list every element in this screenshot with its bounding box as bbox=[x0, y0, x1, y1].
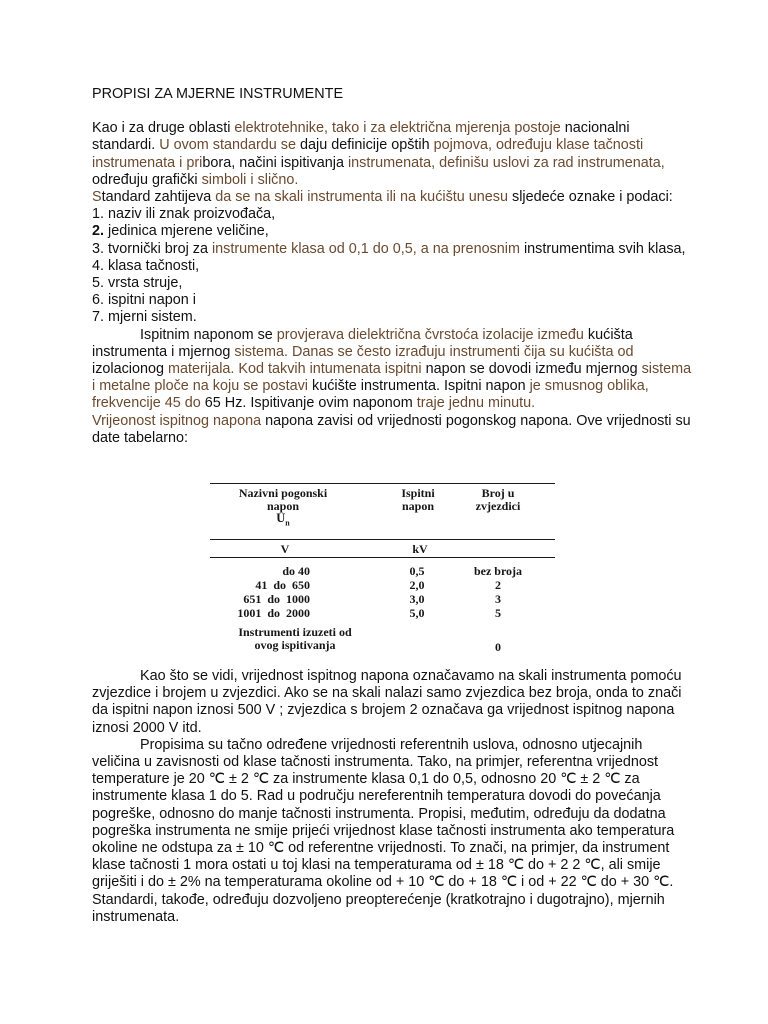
star-marking-paragraph: Kao što se vidi, vrijednost ispitnog napona označavamo na skali instrumenta pomoću zvjezdice i brojem u zvjezdici. Ako se na skali nalazi samo zvjezdica bez broja, onda to znači da ispitni napon iznosi 500 V ; zvjezdica s brojem 2 označava ga vrijednost ispitnog napona iznosi 2000 V itd. bbox=[92, 668, 682, 736]
reference-conditions-paragraph: Propisima su tačno određene vrijednosti referentnih uslova, odnosno utjecajnih veličina u zavisnosti od klase tačnosti instrumenta. Tako, na primjer, referentna vrijednost temperature je 20 ℃ ± 2 ℃ za instrumente klasa 0,1 do 0,5, odnosno 20 ℃ ± 2 ℃ za instrumente klasa 1 do 5. Rad u području nereferentnih temperatura dovodi do povećanja pogreške, odnosno do manje tačnosti instrumenta. Propisi, međutim, određuju da dodatna pogreška instrumenta ne smije prijeći vrijednost klase tačnosti instrumenta ako temperatura okoline ne odstupa za ± 10 ℃ od referentne vrijednosti. To znači, na primjer, da instrument klase tačnosti 1 mora ostati u toj klasi na temperaturama od ± 18 ℃ do + 2 2 ℃, ali smije griješiti i do ± 2% na temperaturama okoline od + 10 ℃ do + 18 ℃ i od + 22 ℃ do + 30 ℃. bbox=[92, 736, 675, 891]
table-rule bbox=[210, 539, 555, 540]
range-cell: 651 do 1000 bbox=[243, 592, 310, 606]
star-cell: bez broja bbox=[473, 564, 523, 578]
standard-paragraph bbox=[92, 189, 692, 206]
highlighted-text: je smusnog oblika, frekvencije 45 do bbox=[92, 378, 649, 412]
list-text: jedinica mjerene veličine, bbox=[104, 223, 269, 240]
star-cell: 2 bbox=[495, 578, 501, 592]
intro-paragraph bbox=[92, 120, 692, 189]
highlighted-text: Vrijeonost ispitnog napona bbox=[92, 412, 262, 429]
highlighted-text: instrumenata, definišu uslovi za rad instrumenata, bbox=[347, 154, 665, 171]
document-body bbox=[92, 86, 692, 447]
highlighted-text: instrumente klasa od 0,1 do 0,5, a na prenosnim bbox=[211, 240, 520, 257]
star-cell: 5 bbox=[495, 606, 501, 620]
list-item bbox=[92, 241, 692, 258]
list-item: 5. vrsta struje, bbox=[92, 275, 183, 292]
paragraph-text: kućište instrumenta. Ispitni napon bbox=[308, 378, 530, 395]
range-cell: do 40 bbox=[282, 564, 310, 578]
header-test-voltage: Ispitni napon bbox=[401, 486, 435, 513]
list-item: 6. ispitni napon i bbox=[92, 292, 197, 309]
highlighted-text: da se na skali instrumenta ili na kućištu unesu bbox=[215, 189, 508, 206]
voltage-cell: 0,5 bbox=[409, 564, 425, 578]
intro-text: daju definicije opštih bbox=[296, 137, 434, 154]
page-title: PROPISI ZA MJERNE INSTRUMENTE bbox=[92, 86, 344, 102]
requirements-list bbox=[92, 206, 692, 326]
table-rule bbox=[210, 557, 555, 558]
highlighted-text: simboli i slično. bbox=[201, 171, 299, 188]
list-item: 4. klasa tačnosti, bbox=[92, 257, 200, 274]
standard-text: sljedeće oznake i podaci: bbox=[508, 189, 673, 206]
exempt-star-cell: 0 bbox=[495, 640, 501, 654]
overload-paragraph: Standardi, takođe, određuju dozvoljeno preopterećenje (kratkotrajno i dugotrajno), mjernih instrumenata. bbox=[92, 891, 665, 925]
voltage-cell: 5,0 bbox=[409, 606, 425, 620]
list-item: 7. mjerni sistem. bbox=[92, 309, 197, 326]
list-text: instrumentima svih klasa, bbox=[519, 240, 686, 257]
intro-text: određuju grafički bbox=[92, 171, 202, 188]
range-cell: 1001 do 2000 bbox=[237, 606, 310, 620]
unit-kilovolts: kV bbox=[412, 542, 428, 556]
document-continuation bbox=[92, 668, 692, 926]
highlighted-text: sistema. Danas se često izrađuju instrumenti čija su kućišta od bbox=[234, 343, 634, 360]
paragraph-text: izolacionog bbox=[92, 361, 169, 378]
highlighted-text: sistema i metalne ploče na koju se postavi bbox=[92, 361, 692, 395]
star-cell: 3 bbox=[495, 592, 501, 606]
range-cell: 41 do 650 bbox=[255, 578, 310, 592]
test-voltage-paragraph bbox=[92, 327, 692, 447]
highlighted-text: materijala. Kod takvih intumenata ispitni bbox=[168, 361, 422, 378]
header-nominal-voltage: Nazivni pogonski napon $U_n$ bbox=[238, 486, 328, 528]
list-item bbox=[92, 223, 692, 240]
highlighted-text: U ovom standardu se bbox=[159, 137, 296, 154]
highlighted-text: provjerava dielektrična čvrstoća izolacije između bbox=[276, 326, 584, 343]
paragraph-text: napon se dovodi između mjernog bbox=[421, 361, 642, 378]
paragraph-text: Ispitnim naponom se bbox=[140, 326, 277, 343]
voltage-cell: 3,0 bbox=[409, 592, 425, 606]
paragraph-text: 65 Hz. Ispitivanje ovim naponom bbox=[200, 395, 417, 412]
exempt-instruments-cell: Instrumenti izuzeti od ovog ispitivanja bbox=[238, 625, 352, 652]
standard-text: tandard zahtijeva bbox=[101, 189, 216, 206]
table-rule bbox=[210, 483, 555, 484]
header-star-number: Broj u zvjezdici bbox=[475, 486, 521, 513]
highlighted-text: traje jednu minutu. bbox=[416, 395, 536, 412]
highlighted-text: elektrotehnike, tako i za električna mjerenja postoje bbox=[234, 120, 561, 137]
list-number: 2. bbox=[92, 223, 105, 240]
list-item: 1. naziv ili znak proizvođača, bbox=[92, 206, 276, 223]
intro-text: nacionalni standardi. bbox=[92, 120, 630, 154]
voltage-cell: 2,0 bbox=[409, 578, 425, 592]
intro-text: bora, načini ispitivanja bbox=[202, 154, 348, 171]
unit-volts: V bbox=[280, 542, 290, 556]
intro-text: Kao i za druge oblasti bbox=[92, 120, 235, 137]
paragraph-text: kućišta instrumenta i mjernog bbox=[92, 326, 633, 360]
list-text: 3. tvornički broj za bbox=[92, 240, 212, 257]
highlighted-text: pojmova, određuju klase tačnosti instrumenata i pri bbox=[92, 137, 644, 171]
paragraph-text: napona zavisi od vrijednosti pogonskog napona. Ove vrijednosti su date tabelarno: bbox=[92, 412, 691, 446]
test-voltage-table bbox=[210, 483, 555, 663]
highlighted-text: S bbox=[92, 189, 102, 206]
